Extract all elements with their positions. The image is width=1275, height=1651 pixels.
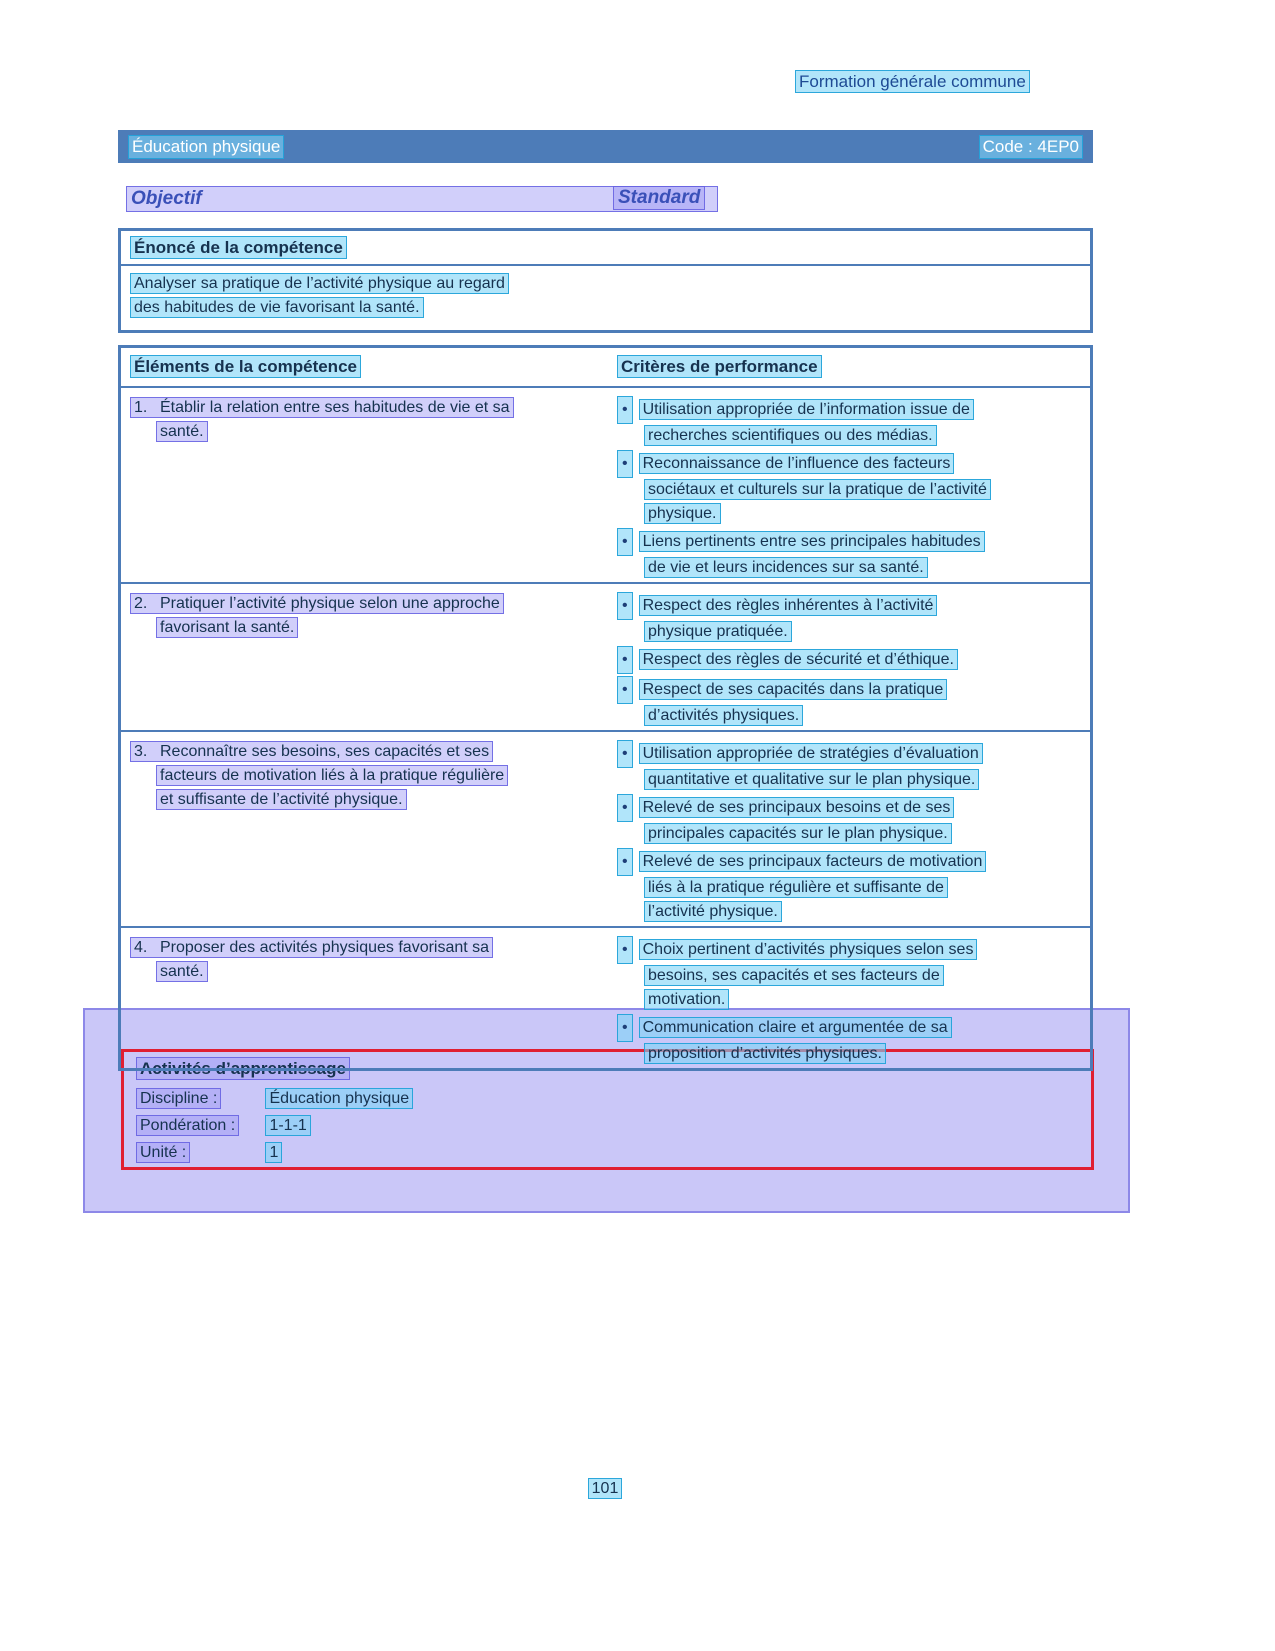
page-header-bar xyxy=(118,130,1093,163)
criterion: • Respect de ses capacités dans la pratique d’activités physiques. xyxy=(617,676,1082,728)
field-value: Éducation physique xyxy=(265,1088,413,1109)
enonce-body xyxy=(121,266,1090,330)
competence-table xyxy=(118,345,1093,1071)
criteria-cell xyxy=(601,732,1090,926)
course-code: Code : 4EP0 xyxy=(979,135,1083,159)
table-row xyxy=(121,926,1090,1068)
standard-title: Standard xyxy=(613,186,705,210)
item-number: 2. xyxy=(134,595,148,612)
criterion: • Relevé de ses principaux facteurs de motivation liés à la pratique régulière et suffisante de l’activité physique. xyxy=(617,848,1082,924)
element-line: santé. xyxy=(130,960,595,984)
bullet-icon: • xyxy=(617,676,633,704)
table-row xyxy=(121,730,1090,926)
field-discipline xyxy=(136,1090,1079,1117)
criteria-cell xyxy=(601,928,1090,1068)
course-title: Éducation physique xyxy=(128,135,284,159)
bullet-icon: • xyxy=(617,1014,633,1042)
bullet-icon: • xyxy=(617,794,633,822)
activities-title: Activités d’apprentissage xyxy=(136,1059,1079,1079)
item-number: 3. xyxy=(134,743,148,760)
field-unite xyxy=(136,1144,1079,1171)
enonce-line: des habitudes de vie favorisant la santé. xyxy=(130,296,1081,320)
criterion: • Communication claire et argumentée de sa proposition d’activités physiques. xyxy=(617,1014,1082,1066)
bullet-icon: • xyxy=(617,528,633,556)
element-cell xyxy=(121,928,601,1068)
element-line: santé. xyxy=(130,420,595,444)
bullet-icon: • xyxy=(617,396,633,424)
field-label: Discipline : xyxy=(136,1088,221,1109)
bullet-icon: • xyxy=(617,936,633,964)
bullet-icon: • xyxy=(617,740,633,768)
item-number: 4. xyxy=(134,939,148,956)
field-value: 1 xyxy=(265,1142,282,1163)
objectif-title: Objectif xyxy=(131,188,202,209)
table-row xyxy=(121,582,1090,730)
enonce-line: Analyser sa pratique de l’activité physique au regard xyxy=(130,272,1081,296)
element-line: et suffisante de l’activité physique. xyxy=(130,788,595,812)
criterion: • Respect des règles de sécurité et d’éthique. xyxy=(617,646,1082,674)
element-line: 4. Proposer des activités physiques favorisant sa xyxy=(130,936,595,960)
bullet-icon: • xyxy=(617,646,633,674)
criterion: • Respect des règles inhérentes à l’activité physique pratiquée. xyxy=(617,592,1082,644)
element-line: 2. Pratiquer l’activité physique selon une approche xyxy=(130,592,595,616)
element-cell xyxy=(121,388,601,582)
criterion: • Choix pertinent d’activités physiques selon ses besoins, ses capacités et ses facteurs de motivation. xyxy=(617,936,1082,1012)
bullet-icon: • xyxy=(617,848,633,876)
criteres-header: Critères de performance xyxy=(601,348,1090,386)
page-number: 101 xyxy=(0,1480,1210,1498)
element-cell xyxy=(121,732,601,926)
bullet-icon: • xyxy=(617,592,633,620)
criterion: • Utilisation appropriée de l’information issue de recherches scientifiques ou des médias. xyxy=(617,396,1082,448)
criterion: • Relevé de ses principaux besoins et de ses principales capacités sur le plan physique. xyxy=(617,794,1082,846)
element-line: favorisant la santé. xyxy=(130,616,595,640)
item-number: 1. xyxy=(134,399,148,416)
element-line: 1. Établir la relation entre ses habitudes de vie et sa xyxy=(130,396,595,420)
enonce-box xyxy=(118,228,1093,333)
document-category: Formation générale commune xyxy=(795,72,1030,92)
section-titles-strip xyxy=(126,186,718,212)
criterion: • Liens pertinents entre ses principales habitudes de vie et leurs incidences sur sa santé. xyxy=(617,528,1082,580)
field-label: Pondération : xyxy=(136,1115,239,1136)
element-line: 3. Reconnaître ses besoins, ses capacités et ses xyxy=(130,740,595,764)
criterion: • Utilisation appropriée de stratégies d’évaluation quantitative et qualitative sur le plan physique. xyxy=(617,740,1082,792)
table-header-row xyxy=(121,348,1090,388)
field-label: Unité : xyxy=(136,1142,190,1163)
element-cell xyxy=(121,584,601,730)
table-row xyxy=(121,388,1090,582)
enonce-title: Énoncé de la compétence xyxy=(121,231,1090,266)
field-value: 1-1-1 xyxy=(265,1115,310,1136)
criteria-cell xyxy=(601,584,1090,730)
criterion: • Reconnaissance de l’influence des facteurs sociétaux et culturels sur la pratique de l’activité physique. xyxy=(617,450,1082,526)
element-line: facteurs de motivation liés à la pratique régulière xyxy=(130,764,595,788)
criteria-cell xyxy=(601,388,1090,582)
field-ponderation xyxy=(136,1117,1079,1144)
bullet-icon: • xyxy=(617,450,633,478)
elements-header: Éléments de la compétence xyxy=(121,348,601,386)
